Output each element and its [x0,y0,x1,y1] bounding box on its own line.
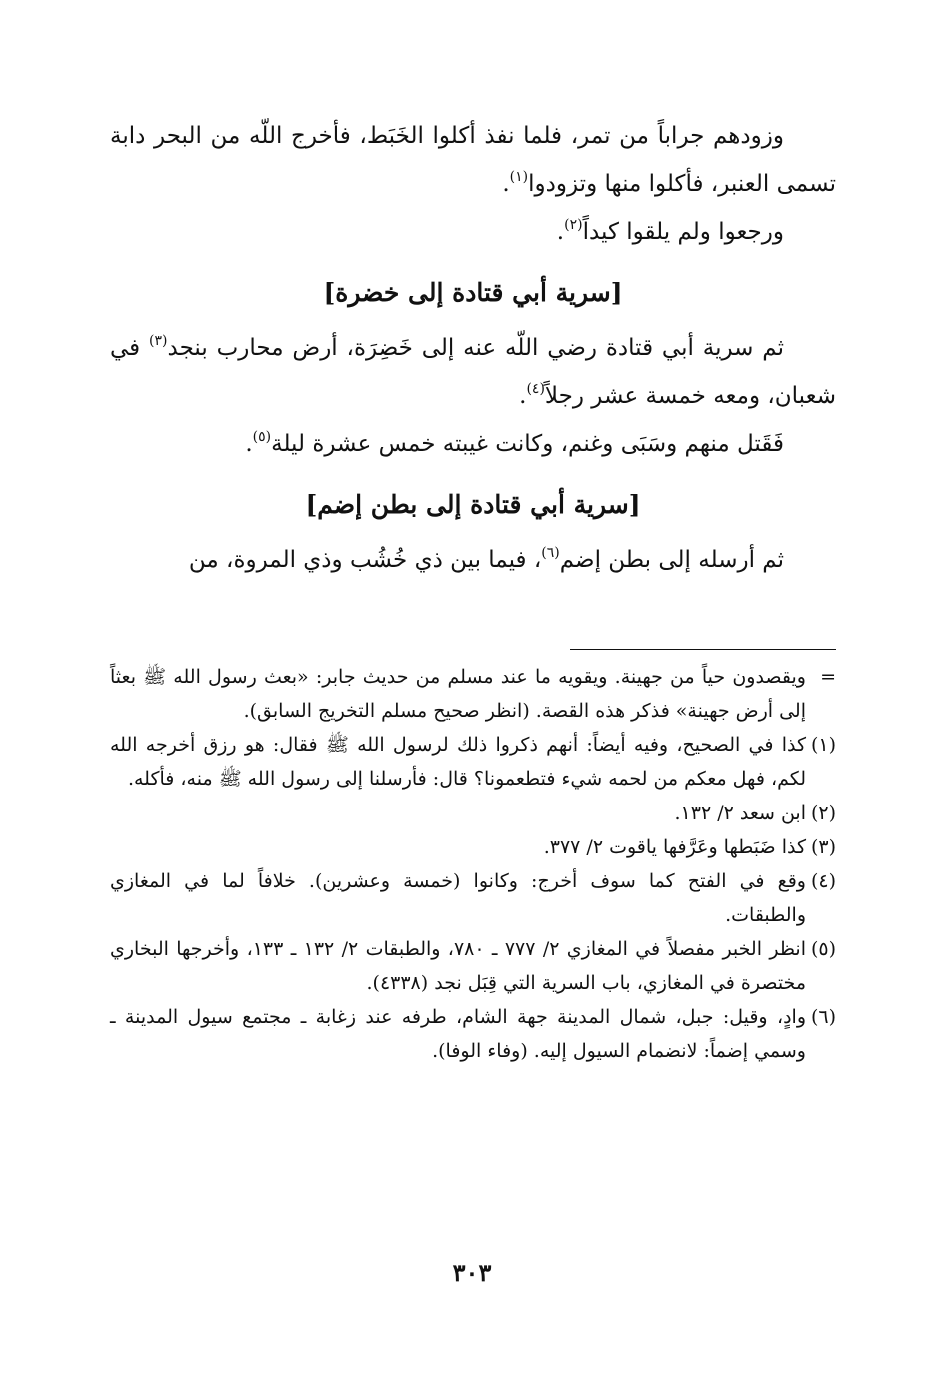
footnote-ref-1[interactable]: (١) [509,169,529,185]
footnote-ref-6[interactable]: (٦) [541,545,560,561]
paragraph-1-text: وزودهم جراباً من تمر، فلما نفذ أكلوا الخَبَط، فأخرج اللّه من البحر دابة تسمى العنبر، فأكلوا منها وتزودوا [110,123,836,197]
footnote-2 [110,796,836,830]
paragraph-5-text-a: ثم أرسله إلى بطن إضم [559,547,784,573]
main-text [110,112,836,584]
footnote-ref-4[interactable]: (٤) [526,381,545,397]
paragraph-1-end: . [502,171,510,197]
paragraph-1 [110,112,836,208]
footnote-text: انظر الخبر مفصلاً في المغازي ٢/ ٧٧٧ ـ ٧٨٠، والطبقات ٢/ ١٣٢ ـ ١٣٣، وأخرجها البخاري مختصرة في المغازي، باب السرية التي قِبَل نجد (٤٣٣٨). [110,938,806,994]
paragraph-3-text-b: في شعبان، ومعه خمسة عشر رجلاً [110,335,836,409]
paragraph-5-text-b: ، فيما بين ذي خُشُب وذي المروة، من [188,547,542,573]
footnote-text: ويقصدون حياً من جهينة. ويقويه ما عند مسلم من حديث جابر: «بعث رسول الله ﷺ بعثاً إلى أرض جهينة» فذكر هذه القصة. (انظر صحيح مسلم التخريج السابق). [110,666,806,722]
footnote-mark: (٥) [810,938,836,960]
footnote-text: كذا في الصحيح، وفيه أيضاً: أنهم ذكروا ذلك لرسول الله ﷺ فقال: هو رزق أخرجه الله لكم، فهل معكم من لحمه شيء فتطعمونا؟ قال: فأرسلنا إلى رسول الله ﷺ منه، فأكله. [110,734,806,790]
paragraph-2-end: . [556,219,565,245]
footnote-mark: = [820,666,836,688]
paragraph-3-end: . [519,383,527,409]
paragraph-3 [110,324,836,420]
footnote-text: وقع في الفتح كما سوف أخرج: وكانوا (خمسة وعشرين). خلافاً لما في المغازي والطبقات. [110,870,806,926]
footnote-text: كذا ضَبَطها وعَرَّفها ياقوت ٢/ ٣٧٧. [543,836,806,858]
section-heading-idam: [سرية أبي قتادة إلى بطن إضم] [305,490,641,519]
footnote-6 [110,1000,836,1068]
paragraph-2-text: ورجعوا ولم يلقوا كيداً [582,219,784,245]
footnote-ref-2[interactable]: (٢) [564,217,583,233]
footnote-ref-3[interactable]: (٣) [149,333,168,349]
section-heading-khadira: [سرية أبي قتادة إلى خضرة] [323,278,623,307]
footnote-text: ابن سعد ٢/ ١٣٢. [674,802,806,824]
footnote-4 [110,864,836,932]
footnote-1 [110,728,836,796]
paragraph-4-text: فَقَتل منهم وسَبَى وغنم، وكانت غيبته خمس عشرة ليلة [271,431,784,457]
footnote-3 [110,830,836,864]
paragraph-4-end: . [245,431,253,457]
footnote-ref-5[interactable]: (٥) [252,429,272,445]
footnote-mark: (١) [810,734,836,756]
footnote-mark: (٣) [810,836,836,858]
footnote-continuation [110,660,836,728]
paragraph-4 [110,420,836,468]
paragraph-3-text-a: ثم سرية أبي قتادة رضي اللّه عنه إلى خَضِرَة، أرض محارب بنجد [167,335,785,361]
paragraph-5 [110,536,836,584]
footnotes [110,660,836,1068]
footnote-mark: (٢) [810,802,836,824]
footnote-text: وادٍ، وقيل: جبل، شمال المدينة جهة الشام، طرفه عند زغابة ـ مجتمع سيول المدينة ـ وسمي إضماً: لانضمام السيول إليه. (وفاء الوفا). [110,1006,806,1062]
footnote-5 [110,932,836,1000]
footnote-separator [570,649,836,650]
footnote-mark: (٤) [810,870,836,892]
footnote-mark: (٦) [810,1006,836,1028]
page-number: ٣٠٣ [452,1258,492,1287]
paragraph-2 [110,208,836,256]
